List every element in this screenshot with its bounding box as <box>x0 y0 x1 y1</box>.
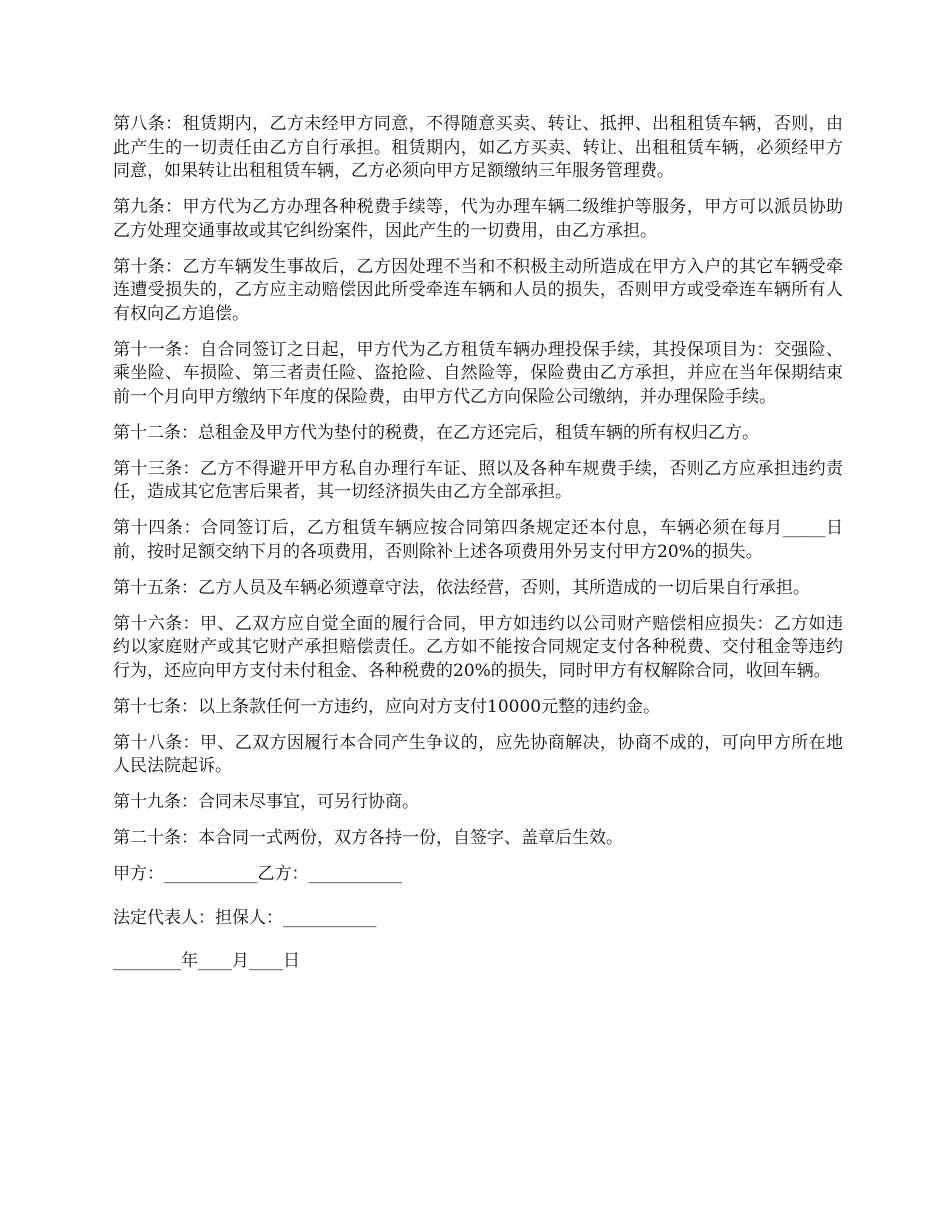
article-9: 第九条：甲方代为乙方办理各种税费手续等，代为办理车辆二级维护等服务，甲方可以派员协助乙方处理交通事故或其它纠纷案件，因此产生的一切费用，由乙方承担。 <box>113 197 843 241</box>
signature-parties-line: 甲方：___________乙方：___________ <box>113 864 402 884</box>
article-14: 第十四条：合同签订后，乙方租赁车辆应按合同第四条规定还本付息，车辆必须在每月_____日前，按时足额交纳下月的各项费用，否则除补上述各项费用外另支付甲方20%的损失。 <box>113 518 843 562</box>
signature-representative-line: 法定代表人：担保人：___________ <box>113 907 377 928</box>
article-10: 第十条：乙方车辆发生事故后，乙方因处理不当和不积极主动所造成在甲方入户的其它车辆受牵连遭受损失的，乙方应主动赔偿因此所受牵连车辆和人员的损失，否则甲方或受牵连车辆所有人有权向乙方追偿。 <box>113 256 843 324</box>
contract-page <box>113 113 843 994</box>
article-19: 第十九条：合同未尽事宜，可另行协商。 <box>113 792 419 812</box>
article-13: 第十三条：乙方不得避开甲方私自办理行车证、照以及各种车规费手续，否则乙方应承担违约责任，造成其它危害后果者，其一切经济损失由乙方全部承担。 <box>113 458 843 502</box>
article-16: 第十六条：甲、乙双方应自觉全面的履行合同，甲方如违约以公司财产赔偿相应损失：乙方如违约以家庭财产或其它财产承担赔偿责任。乙方如不能按合同规定支付各种税费、交付租金等违约行为，还应向甲方支付未付租金、各种税费的20%的损失，同时甲方有权解除合同，收回车辆。 <box>113 613 843 681</box>
article-17: 第十七条：以上条款任何一方违约，应向对方支付10000元整的违约金。 <box>113 696 661 717</box>
article-8: 第八条：租赁期内，乙方未经甲方同意，不得随意买卖、转让、抵押、出租租赁车辆，否则，由此产生的一切责任由乙方自行承担。租赁期内，如乙方买卖、转让、出租租赁车辆，必须经甲方同意，如果转让出租租赁车辆，乙方必须向甲方足额缴纳三年服务管理费。 <box>113 114 843 181</box>
article-15: 第十五条：乙方人员及车辆必须遵章守法，依法经营，否则，其所造成的一切后果自行承担。 <box>113 577 810 598</box>
article-11: 第十一条：自合同签订之日起，甲方代为乙方租赁车辆办理投保手续，其投保项目为：交强险、乘坐险、车损险、第三者责任险、盗抢险、自然险等，保险费由乙方承担，并应在当年保期结束前一个月向甲方缴纳下年度的保险费，由甲方代乙方向保险公司缴纳，并办理保险手续。 <box>113 339 843 407</box>
article-18: 第十八条：甲、乙双方因履行本合同产生争议的，应先协商解决，协商不成的，可向甲方所在地人民法院起诉。 <box>113 732 843 776</box>
article-12: 第十二条：总租金及甲方代为垫付的税费，在乙方还完后，租赁车辆的所有权归乙方。 <box>113 422 759 443</box>
signature-date-line: ________年____月____日 <box>113 951 300 971</box>
article-20: 第二十条：本合同一式两份，双方各持一份，自签字、盖章后生效。 <box>113 828 623 848</box>
